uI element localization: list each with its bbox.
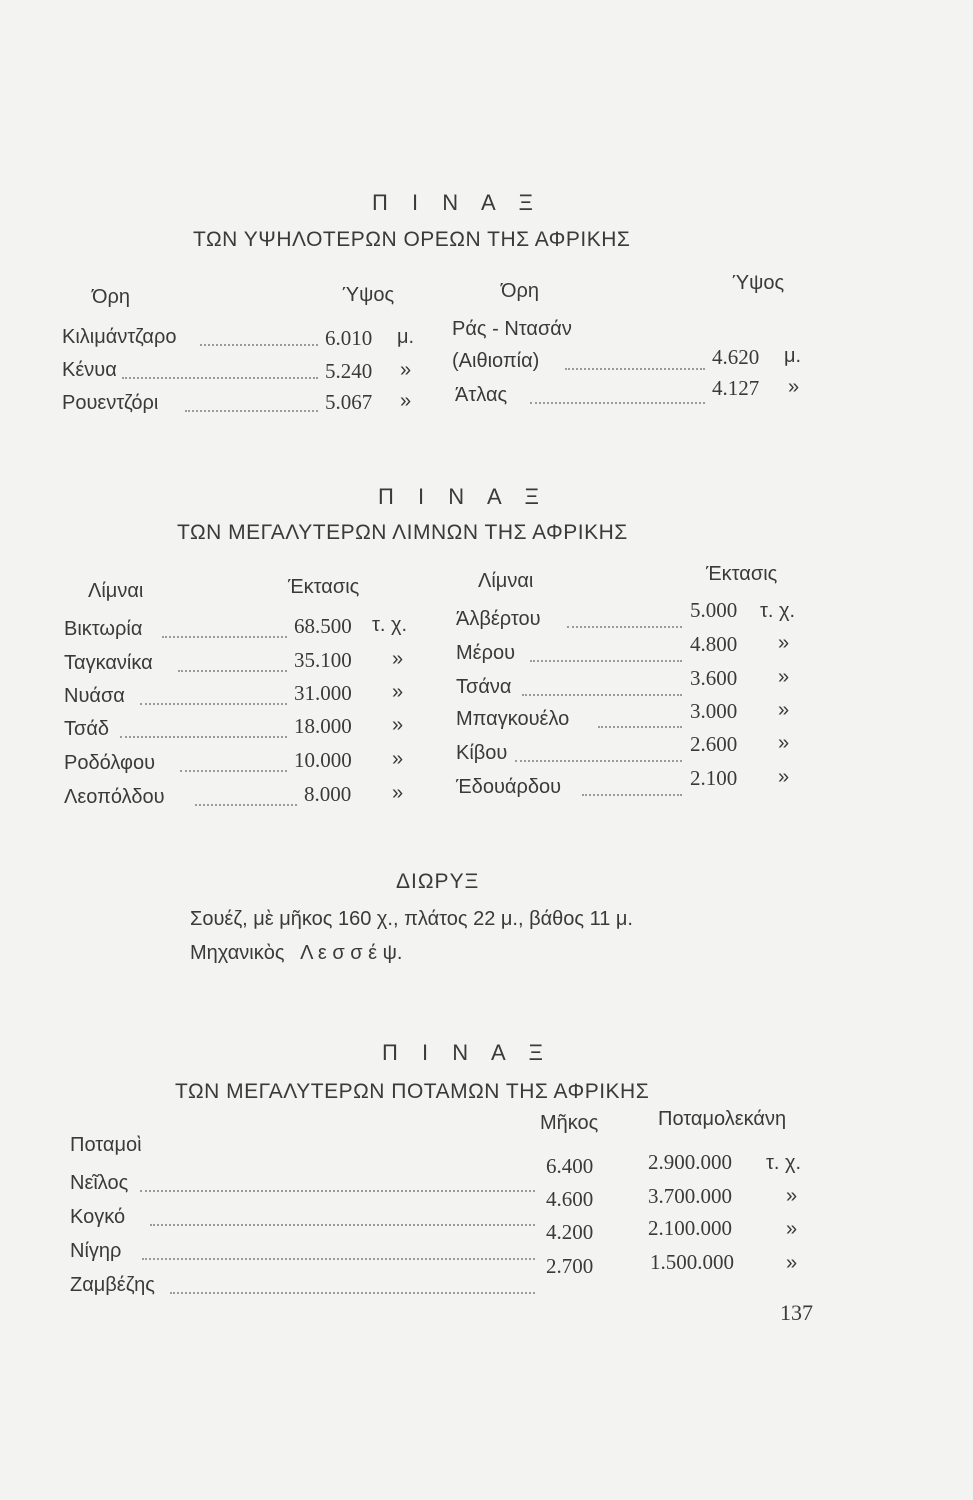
river-unit: »	[786, 1252, 798, 1274]
river-length: 6.400	[546, 1154, 594, 1178]
dot-leader	[567, 626, 682, 628]
lake-area: 3.000	[690, 699, 738, 723]
mountains-col-name-right: Όρη	[501, 280, 539, 302]
dot-leader	[140, 1190, 535, 1192]
mountain-name: (Αιθιοπία)	[452, 350, 540, 372]
river-length: 4.200	[546, 1220, 594, 1244]
lake-area: 2.600	[690, 732, 738, 756]
dot-leader	[195, 804, 297, 806]
dot-leader	[120, 736, 287, 738]
rivers-heading: Π Ι Ν Α Ξ	[382, 1040, 552, 1065]
lakes-title: ΤΩΝ ΜΕΓΑΛΥΤΕΡΩΝ ΛΙΜΝΩΝ ΤΗΣ ΑΦΡΙΚΗΣ	[177, 521, 628, 544]
river-name: Νίγηρ	[70, 1240, 122, 1262]
lake-name: Μέρου	[456, 642, 516, 664]
river-name: Ζαμβέζης	[70, 1274, 155, 1296]
lake-area: 4.800	[690, 632, 738, 656]
lake-area: 10.000	[294, 748, 352, 772]
lake-name: Μπαγκουέλο	[456, 708, 570, 730]
mountain-height: 5.240	[325, 359, 373, 383]
lake-unit: »	[392, 748, 404, 770]
lake-name: Ροδόλφου	[64, 752, 156, 774]
lake-area: 68.500	[294, 614, 352, 638]
river-basin: 2.900.000	[648, 1150, 732, 1174]
rivers-col-basin: Ποταμολεκάνη	[658, 1108, 787, 1130]
rivers-col-length: Μῆκος	[540, 1112, 599, 1134]
mountain-name: Ράς - Ντασάν	[452, 318, 572, 340]
river-unit: τ. χ.	[766, 1152, 802, 1174]
lake-unit: »	[778, 699, 790, 721]
dot-leader	[178, 670, 287, 672]
mountain-height: 6.010	[325, 326, 373, 350]
lake-name: Έδουάρδου	[456, 776, 562, 798]
dot-leader	[515, 760, 682, 762]
mountains-col-value-left: Ύψος	[342, 284, 395, 306]
lakes-col-value-right: Έκτασις	[706, 563, 778, 585]
mountain-name: Άτλας	[455, 384, 508, 406]
dot-leader	[598, 726, 682, 728]
dot-leader	[122, 377, 318, 379]
lake-area: 31.000	[294, 681, 352, 705]
lake-unit: τ. χ.	[760, 600, 796, 622]
lake-unit: »	[778, 632, 790, 654]
lake-unit: »	[392, 714, 404, 736]
lake-name: Λεοπόλδου	[64, 786, 165, 808]
lake-area: 8.000	[304, 782, 352, 806]
river-basin: 1.500.000	[650, 1250, 734, 1274]
lake-area: 2.100	[690, 766, 738, 790]
river-basin: 2.100.000	[648, 1216, 732, 1240]
mountain-name: Ρουεντζόρι	[62, 392, 159, 414]
dot-leader	[565, 368, 705, 370]
lake-name: Τσάδ	[64, 718, 110, 740]
river-unit: »	[786, 1218, 798, 1240]
lake-name: Τσάνα	[456, 676, 512, 698]
river-basin: 3.700.000	[648, 1184, 732, 1208]
lake-name: Νυάσα	[64, 685, 125, 707]
dot-leader	[582, 794, 682, 796]
rivers-col-name: Ποταμοὶ	[70, 1134, 142, 1156]
dot-leader	[200, 344, 318, 346]
mountain-height: 4.127	[712, 376, 760, 400]
dot-leader	[162, 636, 287, 638]
lakes-heading: Π Ι Ν Α Ξ	[378, 484, 548, 509]
dot-leader	[140, 703, 287, 705]
canal-heading: ΔΙΩΡΥΞ	[396, 870, 480, 893]
canal-description: Σουέζ, μὲ μῆκος 160 χ., πλάτος 22 μ., βάθος 11 μ.	[190, 908, 633, 930]
lake-unit: »	[778, 666, 790, 688]
river-length: 4.600	[546, 1187, 594, 1211]
mountain-unit: μ.	[397, 326, 415, 348]
canal-engineer-name: Λ ε σ σ έ ψ.	[300, 942, 403, 964]
lakes-col-value-left: Έκτασις	[288, 576, 360, 598]
mountain-unit: μ.	[784, 345, 802, 367]
mountain-unit: »	[400, 390, 412, 412]
lake-unit: »	[392, 681, 404, 703]
dot-leader	[150, 1224, 535, 1226]
rivers-title: ΤΩΝ ΜΕΓΑΛΥΤΕΡΩΝ ΠΟΤΑΜΩΝ ΤΗΣ ΑΦΡΙΚΗΣ	[175, 1080, 650, 1103]
river-name: Κογκό	[70, 1206, 126, 1228]
lake-area: 18.000	[294, 714, 352, 738]
dot-leader	[170, 1292, 535, 1294]
lake-unit: »	[392, 782, 404, 804]
dot-leader	[522, 694, 682, 696]
lake-area: 35.100	[294, 648, 352, 672]
dot-leader	[530, 660, 682, 662]
lake-name: Κίβου	[456, 742, 508, 764]
mountain-unit: »	[788, 376, 800, 398]
mountains-col-name-left: Όρη	[92, 286, 130, 308]
mountains-title: ΤΩΝ ΥΨΗΛΟΤΕΡΩΝ ΟΡΕΩΝ ΤΗΣ ΑΦΡΙΚΗΣ	[193, 228, 631, 251]
lake-unit: »	[778, 766, 790, 788]
river-length: 2.700	[546, 1254, 594, 1278]
river-name: Νεῖλος	[70, 1172, 129, 1194]
lake-unit: τ. χ.	[372, 614, 408, 636]
mountain-height: 5.067	[325, 390, 373, 414]
lakes-col-name-right: Λίμναι	[478, 570, 534, 592]
lake-name: Βικτωρία	[64, 618, 143, 640]
river-unit: »	[786, 1185, 798, 1207]
lake-area: 5.000	[690, 598, 738, 622]
canal-engineer-prefix: Μηχανικὸς	[190, 942, 285, 964]
mountain-name: Κένυα	[62, 359, 117, 381]
dot-leader	[530, 402, 705, 404]
mountains-col-value-right: Ύψος	[732, 272, 785, 294]
dot-leader	[185, 410, 318, 412]
lake-unit: »	[778, 732, 790, 754]
lake-name: Άλβέρτου	[456, 608, 541, 630]
page-number: 137	[780, 1300, 813, 1325]
lake-name: Ταγκανίκα	[64, 652, 153, 674]
lake-area: 3.600	[690, 666, 738, 690]
lake-unit: »	[392, 648, 404, 670]
canal-engineer	[190, 942, 402, 965]
dot-leader	[142, 1258, 535, 1260]
mountain-unit: »	[400, 359, 412, 381]
lakes-col-name-left: Λίμναι	[88, 580, 144, 602]
mountains-heading: Π Ι Ν Α Ξ	[372, 190, 542, 215]
dot-leader	[180, 770, 287, 772]
mountain-name: Κιλιμάντζαρο	[62, 326, 177, 348]
mountain-height: 4.620	[712, 345, 760, 369]
